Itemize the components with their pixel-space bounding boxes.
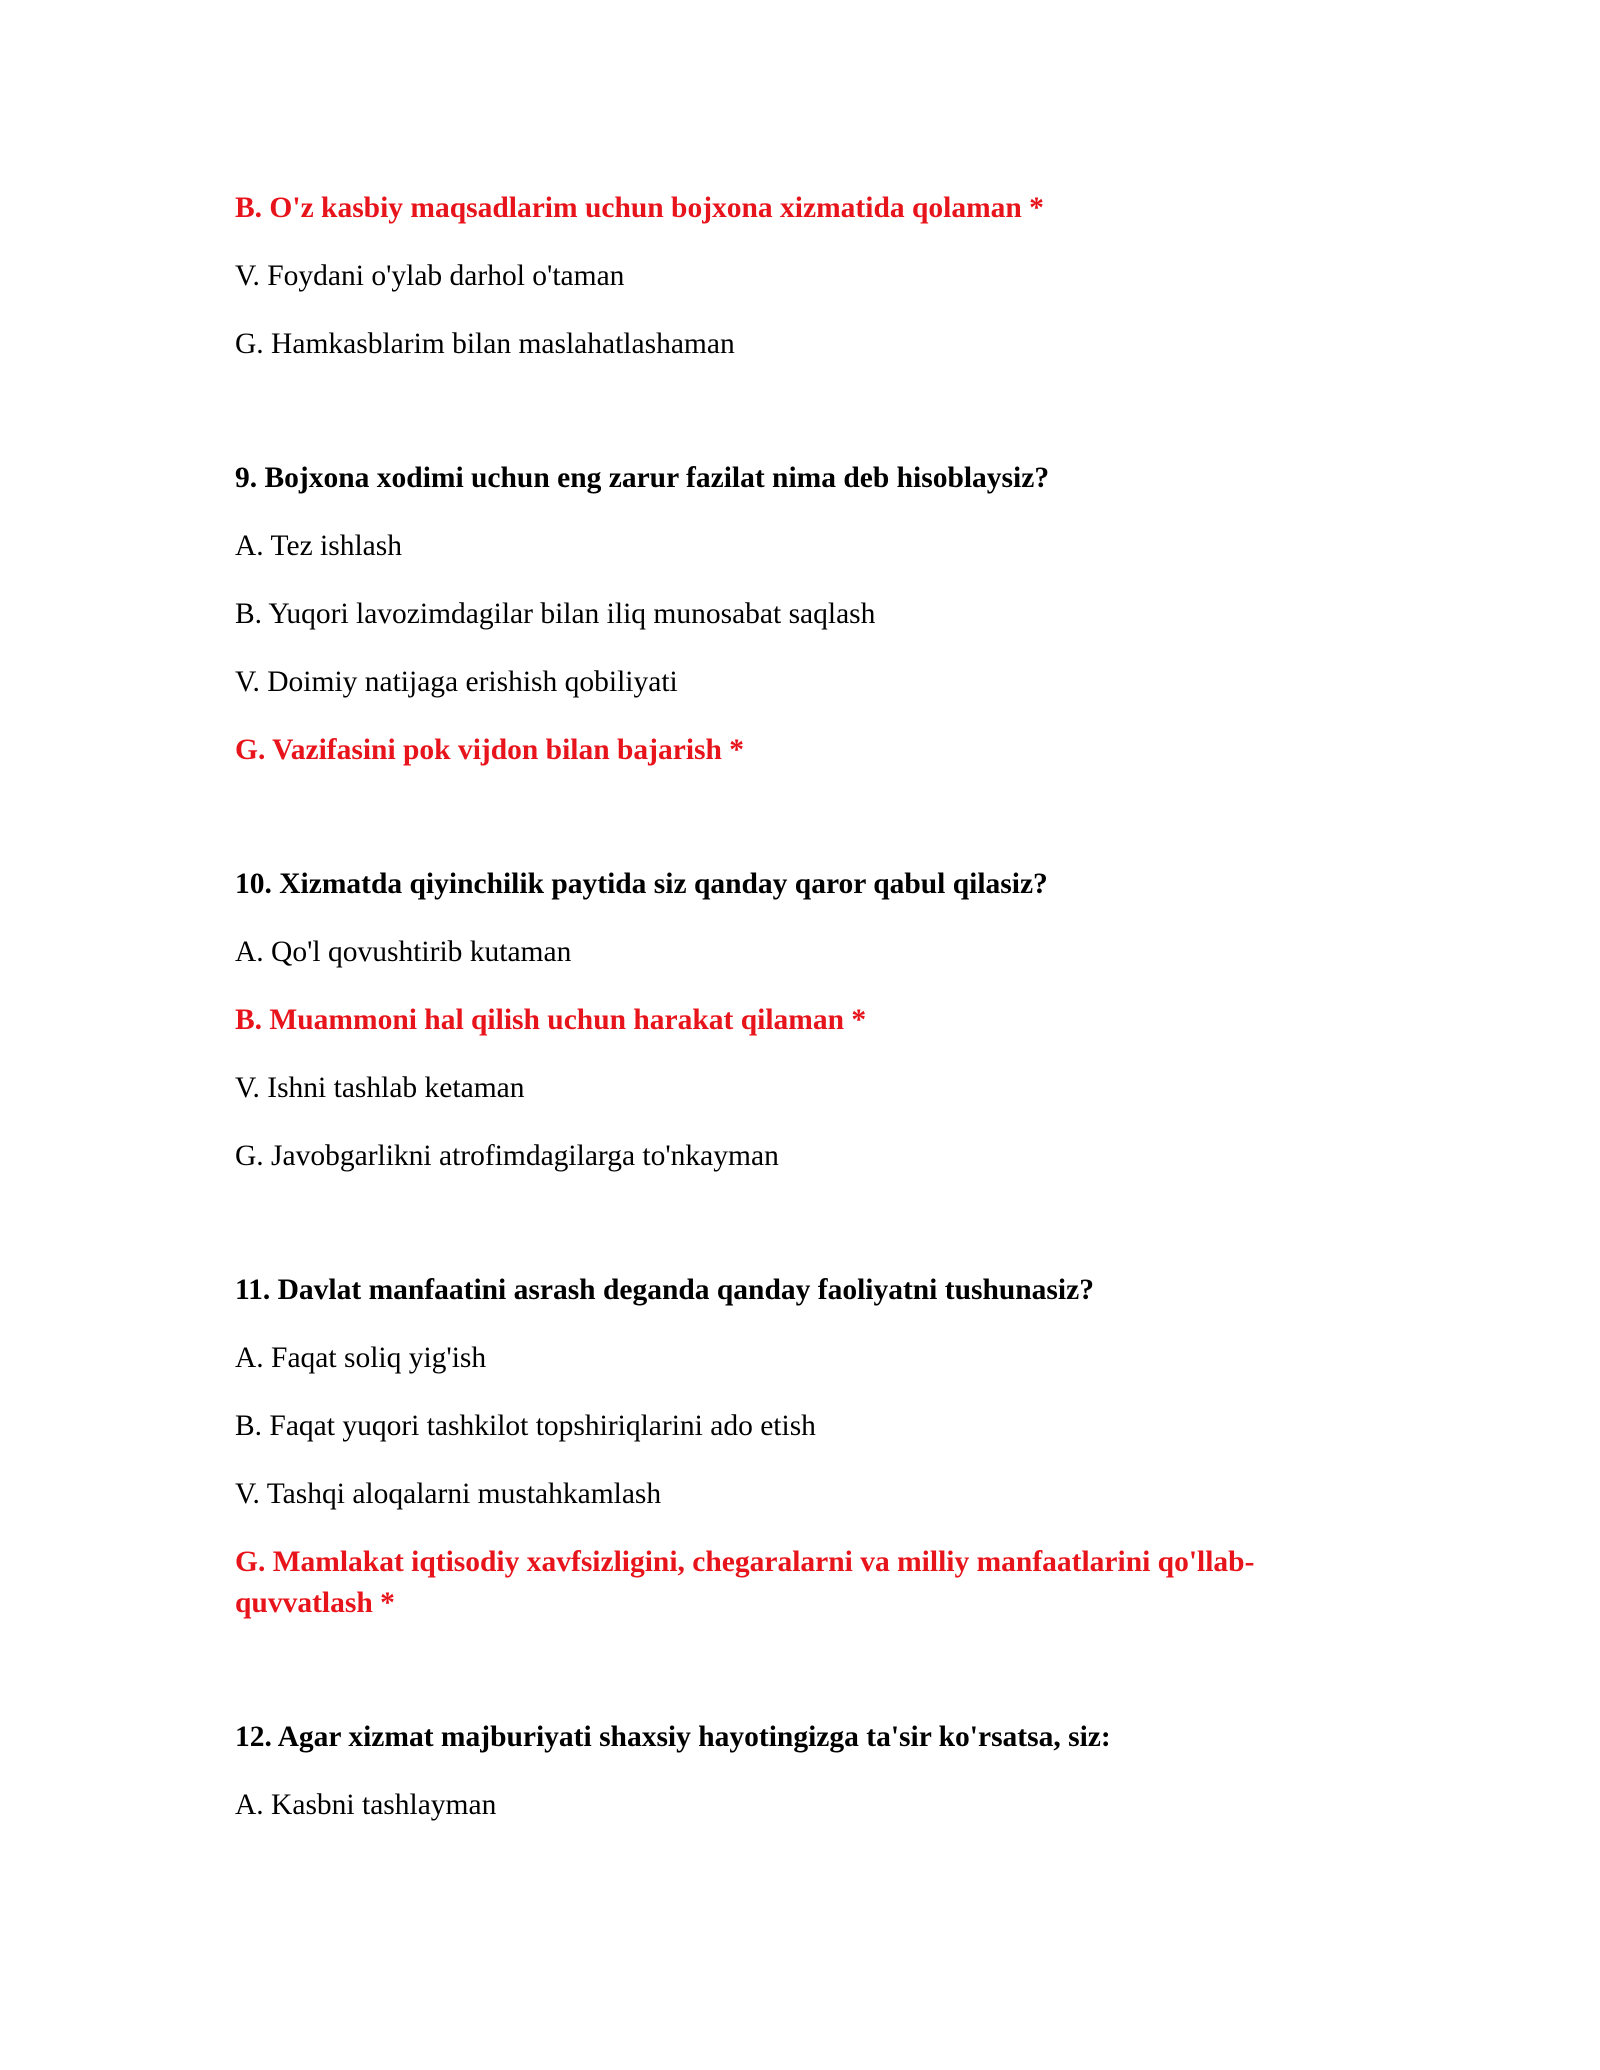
answer-option: V. Doimiy natijaga erishish qobiliyati: [235, 666, 678, 698]
answer-option: A. Tez ishlash: [235, 530, 402, 562]
spacer: [235, 392, 1355, 458]
answer-option: B. Faqat yuqori tashkilot topshiriqlarini ado etish: [235, 1410, 816, 1442]
question-10: 10. Xizmatda qiyinchilik paytida siz qanday qaror qabul qilasiz?: [235, 868, 1048, 900]
answer-option: A. Kasbni tashlayman: [235, 1789, 497, 1821]
answer-option: V. Foydani o'ylab darhol o'taman: [235, 260, 625, 292]
spacer: [235, 1204, 1355, 1270]
answer-option: B. Yuqori lavozimdagilar bilan iliq munosabat saqlash: [235, 598, 876, 630]
document-page: [235, 188, 1355, 1853]
answer-option: G. Hamkasblarim bilan maslahatlashaman: [235, 328, 735, 360]
question-12: 12. Agar xizmat majburiyati shaxsiy hayotingizga ta'sir ko'rsatsa, siz:: [235, 1721, 1111, 1753]
answer-option-correct: G. Vazifasini pok vijdon bilan bajarish *: [235, 734, 745, 766]
spacer: [235, 798, 1355, 864]
answer-option: A. Faqat soliq yig'ish: [235, 1342, 487, 1374]
answer-option: A. Qo'l qovushtirib kutaman: [235, 936, 572, 968]
answer-option-correct: B. Muammoni hal qilish uchun harakat qilaman *: [235, 1004, 867, 1036]
answer-option-correct: G. Mamlakat iqtisodiy xavfsizligini, chegaralarni va milliy manfaatlarini qo'llab-quvvatlash *: [235, 1546, 1255, 1619]
question-9: 9. Bojxona xodimi uchun eng zarur fazilat nima deb hisoblaysiz?: [235, 462, 1050, 494]
answer-option: G. Javobgarlikni atrofimdagilarga to'nkayman: [235, 1140, 779, 1172]
spacer: [235, 1651, 1355, 1717]
answer-option: V. Tashqi aloqalarni mustahkamlash: [235, 1478, 662, 1510]
answer-option-correct: B. O'z kasbiy maqsadlarim uchun bojxona xizmatida qolaman *: [235, 192, 1044, 224]
question-11: 11. Davlat manfaatini asrash deganda qanday faoliyatni tushunasiz?: [235, 1274, 1094, 1306]
answer-option: V. Ishni tashlab ketaman: [235, 1072, 525, 1104]
